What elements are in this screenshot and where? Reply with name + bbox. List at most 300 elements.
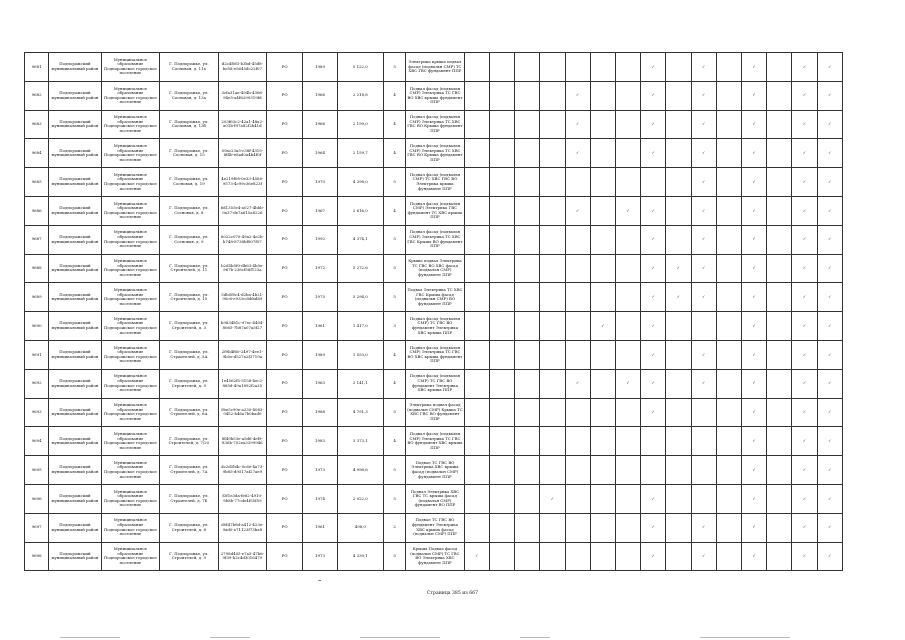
empty-cell [666, 427, 691, 456]
check-mark-icon: ✓ [741, 312, 766, 341]
year-cell: 1973 [303, 542, 337, 571]
form-cell: РО [267, 168, 303, 197]
empty-cell [489, 53, 514, 82]
check-mark-icon: ✓ [741, 254, 766, 283]
row-id: 9684 [25, 139, 49, 168]
empty-cell [666, 168, 691, 197]
form-cell: РО [267, 225, 303, 254]
empty-cell [615, 542, 640, 571]
empty-cell [565, 283, 590, 312]
check-mark-icon: ✓ [792, 283, 817, 312]
check-mark-icon: ✓ [565, 110, 590, 139]
form-cell: РО [267, 369, 303, 398]
empty-cell [716, 110, 741, 139]
floors-cell: 5 [384, 398, 406, 427]
district-cell: Подпорожский муниципальный район [49, 81, 101, 110]
check-mark-icon: ✓ [817, 484, 842, 513]
empty-cell [540, 254, 565, 283]
empty-cell [716, 53, 741, 82]
check-mark-icon: ✓ [741, 110, 766, 139]
empty-cell [565, 513, 590, 542]
area-cell: 2 159,7 [337, 139, 383, 168]
empty-cell [464, 53, 489, 82]
check-mark-icon: ✓ [691, 513, 716, 542]
check-mark-icon: ✓ [792, 53, 817, 82]
empty-cell [691, 312, 716, 341]
check-mark-icon: ✓ [817, 110, 842, 139]
address-cell: Г. Подпорожье, ул. Сосновая, д. 13б [160, 110, 219, 139]
check-mark-icon: ✓ [691, 81, 716, 110]
empty-cell [489, 225, 514, 254]
floors-cell: 4 [384, 427, 406, 456]
district-cell: Подпорожский муниципальный район [49, 456, 101, 485]
empty-cell [515, 53, 540, 82]
form-cell: РО [267, 110, 303, 139]
empty-cell [565, 456, 590, 485]
empty-cell [767, 283, 792, 312]
works-cell: Подвал ТС ГВС ВО Электрика ХВС крыша фасад (подвальн СМР) фундамент ППР [406, 456, 465, 485]
empty-cell [464, 168, 489, 197]
address-cell: Г. Подпорожье, ул. Строителей, д. 7А [160, 456, 219, 485]
district-cell: Подпорожский муниципальный район [49, 254, 101, 283]
empty-cell [590, 369, 615, 398]
empty-cell [565, 484, 590, 513]
check-mark-icon: ✓ [590, 312, 615, 341]
row-id: 9689 [25, 283, 49, 312]
check-mark-icon: ✓ [615, 196, 640, 225]
empty-cell [590, 513, 615, 542]
check-mark-icon: ✓ [691, 110, 716, 139]
empty-cell [716, 139, 741, 168]
check-mark-icon: ✓ [741, 196, 766, 225]
empty-cell [489, 398, 514, 427]
empty-cell [615, 312, 640, 341]
guid-cell: 0be5c90e-a230-4083-9452-b46a7b0bad0 [218, 398, 266, 427]
check-mark-icon: ✓ [641, 283, 666, 312]
check-mark-icon: ✓ [691, 542, 716, 571]
floors-cell: 4 [384, 340, 406, 369]
table-row [25, 168, 843, 197]
area-cell: 4 398,0 [337, 168, 383, 197]
empty-cell [590, 254, 615, 283]
check-mark-icon: ✓ [641, 398, 666, 427]
empty-cell [615, 283, 640, 312]
empty-cell [590, 484, 615, 513]
address-cell: Г. Подпорожье, ул. Строителей, д. 9 [160, 542, 219, 571]
empty-cell [716, 283, 741, 312]
empty-cell [641, 168, 666, 197]
empty-cell [767, 369, 792, 398]
empty-cell [767, 196, 792, 225]
owner-cell: Муниципальное образование Подпорожское городское поселение [101, 168, 160, 197]
empty-cell [515, 513, 540, 542]
guid-cell: 2f9b4f60-2497-4ee1-9b5e-d527a2f3719a [218, 340, 266, 369]
row-id: 9686 [25, 196, 49, 225]
form-cell: РО [267, 283, 303, 312]
floors-cell: 5 [384, 283, 406, 312]
empty-cell [666, 456, 691, 485]
year-cell: 1988 [303, 398, 337, 427]
row-id: 9690 [25, 312, 49, 341]
empty-cell [565, 427, 590, 456]
district-cell: Подпорожский муниципальный район [49, 398, 101, 427]
empty-cell [666, 484, 691, 513]
empty-cell [716, 513, 741, 542]
year-cell: 1973 [303, 456, 337, 485]
check-mark-icon: ✓ [792, 427, 817, 456]
owner-cell: Муниципальное образование Подпорожское городское поселение [101, 139, 160, 168]
table-row [25, 110, 843, 139]
empty-cell [615, 513, 640, 542]
year-cell: 1966 [303, 110, 337, 139]
empty-cell [590, 456, 615, 485]
empty-cell [464, 254, 489, 283]
owner-cell: Муниципальное образование Подпорожское городское поселение [101, 196, 160, 225]
area-cell: 4 374,1 [337, 225, 383, 254]
address-cell: Г. Подпорожье, ул. Строителей, д. 3 [160, 312, 219, 341]
empty-cell [540, 456, 565, 485]
works-cell: Подвал фасад (подвальн СМР) Электрика ТС ХВС ГВС ВО Крыша фундамент ППР [406, 139, 465, 168]
floors-cell: 4 [384, 81, 406, 110]
check-mark-icon: ✓ [666, 254, 691, 283]
floors-cell: 3 [384, 312, 406, 341]
check-mark-icon: ✓ [792, 340, 817, 369]
check-mark-icon: ✓ [817, 225, 842, 254]
empty-cell [590, 283, 615, 312]
empty-cell [767, 513, 792, 542]
empty-cell [515, 168, 540, 197]
check-mark-icon: ✓ [792, 542, 817, 571]
check-mark-icon: ✓ [741, 398, 766, 427]
district-cell: Подпорожский муниципальный район [49, 542, 101, 571]
table-row [25, 542, 843, 571]
table-row [25, 81, 843, 110]
check-mark-icon: ✓ [641, 53, 666, 82]
empty-cell [590, 542, 615, 571]
empty-cell [716, 484, 741, 513]
check-mark-icon: ✓ [641, 139, 666, 168]
row-id: 9697 [25, 513, 49, 542]
empty-cell [489, 427, 514, 456]
guid-cell: b2d5b5f0-db63-4b5e-967b-238cf58f123a [218, 254, 266, 283]
check-mark-icon: ✓ [691, 340, 716, 369]
address-cell: Г. Подпорожье, ул. Сосновая, д. 19 [160, 168, 219, 197]
year-cell: 1992 [303, 225, 337, 254]
empty-cell [767, 225, 792, 254]
guid-cell: 09ac23a5-c38f-4315-8f4b-e8ad0a4b4f0f [218, 139, 266, 168]
district-cell: Подпорожский муниципальный район [49, 110, 101, 139]
district-cell: Подпорожский муниципальный район [49, 53, 101, 82]
empty-cell [540, 110, 565, 139]
check-mark-icon: ✓ [792, 81, 817, 110]
check-mark-icon: ✓ [641, 484, 666, 513]
check-mark-icon: ✓ [741, 369, 766, 398]
empty-cell [540, 427, 565, 456]
owner-cell: Муниципальное образование Подпорожское городское поселение [101, 484, 160, 513]
form-cell: РО [267, 196, 303, 225]
guid-cell: 4e219f08-0e33-4580-9573-4c99c36e823f [218, 168, 266, 197]
empty-cell [464, 225, 489, 254]
check-mark-icon: ✓ [817, 168, 842, 197]
area-cell: 2 616,0 [337, 196, 383, 225]
empty-cell [515, 456, 540, 485]
owner-cell: Муниципальное образование Подпорожское городское поселение [101, 369, 160, 398]
check-mark-icon: ✓ [565, 369, 590, 398]
empty-cell [590, 398, 615, 427]
empty-cell [489, 254, 514, 283]
empty-cell [464, 81, 489, 110]
empty-cell [691, 484, 716, 513]
empty-cell [540, 196, 565, 225]
works-cell: Крыша Подвал фасад (подвальн СМР) ТС ГВС ВО Электрика ХВС фундамент ППР [406, 542, 465, 571]
check-mark-icon: ✓ [817, 369, 842, 398]
check-mark-icon: ✓ [691, 53, 716, 82]
empty-cell [489, 369, 514, 398]
check-mark-icon: ✓ [792, 225, 817, 254]
address-cell: Г. Подпорожье, ул. Сосновая, д. 15 [160, 139, 219, 168]
empty-cell [540, 225, 565, 254]
guid-cell: 5db5f0c4-d2ba-4b21-90c6-e933ccbbbd89 [218, 283, 266, 312]
empty-cell [767, 484, 792, 513]
guid-cell: d2c4f0f3-b3bd-45d8-be58-e5645dc22f07 [218, 53, 266, 82]
address-cell: Г. Подпорожье, ул. Строителей, д. 6А [160, 398, 219, 427]
owner-cell: Муниципальное образование Подпорожское городское поселение [101, 53, 160, 82]
empty-cell [515, 81, 540, 110]
check-mark-icon: ✓ [741, 283, 766, 312]
empty-cell [515, 340, 540, 369]
address-cell: Г. Подпорожье, ул. Сосновая, д. 11а [160, 53, 219, 82]
empty-cell [590, 139, 615, 168]
check-mark-icon: ✓ [792, 398, 817, 427]
guid-cell: 8f49b53e-a5d6-4ef9-836b-752ea3399946 [218, 427, 266, 456]
check-mark-icon: ✓ [741, 542, 766, 571]
check-mark-icon: ✓ [641, 254, 666, 283]
empty-cell [540, 168, 565, 197]
empty-cell [515, 427, 540, 456]
empty-cell [767, 312, 792, 341]
check-mark-icon: ✓ [641, 196, 666, 225]
empty-cell [590, 340, 615, 369]
empty-cell [767, 110, 792, 139]
check-mark-icon: ✓ [817, 427, 842, 456]
empty-cell [615, 53, 640, 82]
works-cell: Подвал фасад (подвальн СМР) Электрика ТС ГВС ВО ХВС крыша фундамент ППР [406, 340, 465, 369]
form-cell: РО [267, 484, 303, 513]
check-mark-icon: ✓ [817, 81, 842, 110]
check-mark-icon: ✓ [817, 456, 842, 485]
guid-cell: 1e4562f5-5158-4ec2-885d-49a1892f2a35 [218, 369, 266, 398]
works-cell: Электрика подвал фасад (подвальн СМР) Крыша ТС ХВС ГВС ВО фундамент ППР [406, 398, 465, 427]
check-mark-icon: ✓ [666, 283, 691, 312]
empty-cell [565, 225, 590, 254]
table-row [25, 312, 843, 341]
check-mark-icon: ✓ [691, 168, 716, 197]
empty-cell [716, 254, 741, 283]
area-cell: 498,0 [337, 513, 383, 542]
table-row [25, 369, 843, 398]
area-cell: 1 417,0 [337, 312, 383, 341]
works-cell: Подвал ТС ГВС ВО фундамент Электрика ХВС крыша фасад (подвальн СМР) ППР [406, 513, 465, 542]
empty-cell [716, 427, 741, 456]
form-cell: РО [267, 513, 303, 542]
empty-cell [590, 81, 615, 110]
check-mark-icon: ✓ [817, 312, 842, 341]
district-cell: Подпорожский муниципальный район [49, 139, 101, 168]
form-cell: РО [267, 456, 303, 485]
empty-cell [464, 456, 489, 485]
owner-cell: Муниципальное образование Подпорожское городское поселение [101, 283, 160, 312]
address-cell: Г. Подпорожье, ул. Строителей, д. 11 [160, 254, 219, 283]
empty-cell [540, 513, 565, 542]
empty-cell [767, 139, 792, 168]
empty-cell [666, 139, 691, 168]
floors-cell: 5 [384, 456, 406, 485]
year-cell: 1989 [303, 53, 337, 82]
works-cell: Крыша подвал Электрика ТС ГВС ВО ХВС фасад (подвальн СМР) фундамент ППР [406, 254, 465, 283]
area-cell: 4 339,1 [337, 542, 383, 571]
empty-cell [691, 427, 716, 456]
year-cell: 1974 [303, 484, 337, 513]
empty-cell [615, 484, 640, 513]
empty-cell [489, 484, 514, 513]
scan-edge [0, 636, 905, 640]
empty-cell [666, 398, 691, 427]
check-mark-icon: ✓ [741, 484, 766, 513]
empty-cell [666, 196, 691, 225]
check-mark-icon: ✓ [565, 139, 590, 168]
year-cell: 1989 [303, 340, 337, 369]
address-cell: Г. Подпорожье, ул. Сосновая, д. 8 [160, 196, 219, 225]
works-cell: Подвал фасад (подвальн СМР) Электрика ТС ХВС ГВС ВО Крыша фундамент ППР [406, 110, 465, 139]
empty-cell [590, 168, 615, 197]
area-cell: 2 218,8 [337, 81, 383, 110]
empty-cell [666, 513, 691, 542]
row-id: 9695 [25, 456, 49, 485]
address-cell: Г. Подпорожье, ул. Строителей, д. 5 [160, 369, 219, 398]
check-mark-icon: ✓ [691, 254, 716, 283]
empty-cell [615, 110, 640, 139]
works-cell: Подвал Электрика ТС ХВС ГВС Крыша фасад (подвальн СМР) ВО фундамент ППР [406, 283, 465, 312]
table-row [25, 283, 843, 312]
empty-cell [767, 53, 792, 82]
check-mark-icon: ✓ [691, 369, 716, 398]
check-mark-icon: ✓ [741, 340, 766, 369]
check-mark-icon: ✓ [792, 110, 817, 139]
empty-cell [716, 542, 741, 571]
area-cell: 3 373,1 [337, 427, 383, 456]
table-row [25, 139, 843, 168]
check-mark-icon: ✓ [615, 369, 640, 398]
guid-cell: 2798d405-e7a5-47b6-9f39-b2c4d3016479 [218, 542, 266, 571]
area-cell: 2 199,0 [337, 110, 383, 139]
empty-cell [615, 398, 640, 427]
empty-cell [615, 225, 640, 254]
row-id: 9696 [25, 484, 49, 513]
check-mark-icon: ✓ [792, 484, 817, 513]
year-cell: 1970 [303, 168, 337, 197]
check-mark-icon: ✓ [817, 340, 842, 369]
form-cell: РО [267, 81, 303, 110]
guid-cell: f3f1e3da-fe82-4910-9b8b-77cde4f55f59 [218, 484, 266, 513]
empty-cell [615, 139, 640, 168]
works-cell: Подвал фасад (подвальн СМР) Электрика ТС ХВС ГВС Крыша ВО фундамент ППР [406, 225, 465, 254]
table-row [25, 513, 843, 542]
district-cell: Подпорожский муниципальный район [49, 513, 101, 542]
empty-cell [540, 53, 565, 82]
guid-cell: 6022c070-49a2-4e2b-b748-8738bf807f07 [218, 225, 266, 254]
check-mark-icon: ✓ [641, 513, 666, 542]
table-row [25, 225, 843, 254]
page-footer: Страница 385 из 667 [426, 591, 479, 596]
address-cell: Г. Подпорожье, ул. Строителей, д. 5А [160, 340, 219, 369]
empty-cell [615, 81, 640, 110]
empty-cell [565, 312, 590, 341]
empty-cell [767, 340, 792, 369]
area-cell: 2 141,1 [337, 369, 383, 398]
empty-cell [540, 312, 565, 341]
table-row [25, 427, 843, 456]
floors-cell: 5 [384, 225, 406, 254]
floors-cell: 4 [384, 369, 406, 398]
floors-cell: 2 [384, 513, 406, 542]
empty-cell [464, 139, 489, 168]
check-mark-icon: ✓ [641, 312, 666, 341]
empty-cell [767, 254, 792, 283]
check-mark-icon: ✓ [817, 542, 842, 571]
empty-cell [464, 196, 489, 225]
form-cell: РО [267, 340, 303, 369]
check-mark-icon: ✓ [741, 513, 766, 542]
works-cell: Подвал фасад (подвальн СМР) ТС ХВС ГВС ВО Электрика крыша фундамент ППР [406, 168, 465, 197]
empty-cell [716, 312, 741, 341]
check-mark-icon: ✓ [464, 542, 489, 571]
empty-cell [489, 110, 514, 139]
floors-cell: 5 [384, 53, 406, 82]
empty-cell [767, 427, 792, 456]
form-cell: РО [267, 254, 303, 283]
empty-cell [515, 542, 540, 571]
empty-cell [716, 168, 741, 197]
check-mark-icon: ✓ [792, 196, 817, 225]
empty-cell [540, 340, 565, 369]
table-row [25, 398, 843, 427]
check-mark-icon: ✓ [817, 139, 842, 168]
district-cell: Подпорожский муниципальный район [49, 196, 101, 225]
empty-cell [489, 196, 514, 225]
table-row [25, 456, 843, 485]
empty-cell [615, 427, 640, 456]
year-cell: 1961 [303, 513, 337, 542]
check-mark-icon: ✓ [817, 513, 842, 542]
works-cell: Подвал фасад (подвальн СМР) Электрика ТС ГВС ВО фундамент ХВС крыша ППР [406, 427, 465, 456]
check-mark-icon: ✓ [741, 427, 766, 456]
empty-cell [691, 398, 716, 427]
district-cell: Подпорожский муниципальный район [49, 225, 101, 254]
owner-cell: Муниципальное образование Подпорожское городское поселение [101, 110, 160, 139]
empty-cell [540, 81, 565, 110]
empty-cell [464, 369, 489, 398]
empty-cell [767, 398, 792, 427]
check-mark-icon: ✓ [792, 513, 817, 542]
empty-cell [666, 369, 691, 398]
works-cell: Электрика крыша подвал фасад (подвальн СМР) ТС ХВС ГВС фундамент ППР [406, 53, 465, 82]
empty-cell [590, 196, 615, 225]
empty-cell [464, 312, 489, 341]
form-cell: РО [267, 53, 303, 82]
empty-cell [666, 340, 691, 369]
empty-cell [489, 513, 514, 542]
check-mark-icon: ✓ [691, 225, 716, 254]
